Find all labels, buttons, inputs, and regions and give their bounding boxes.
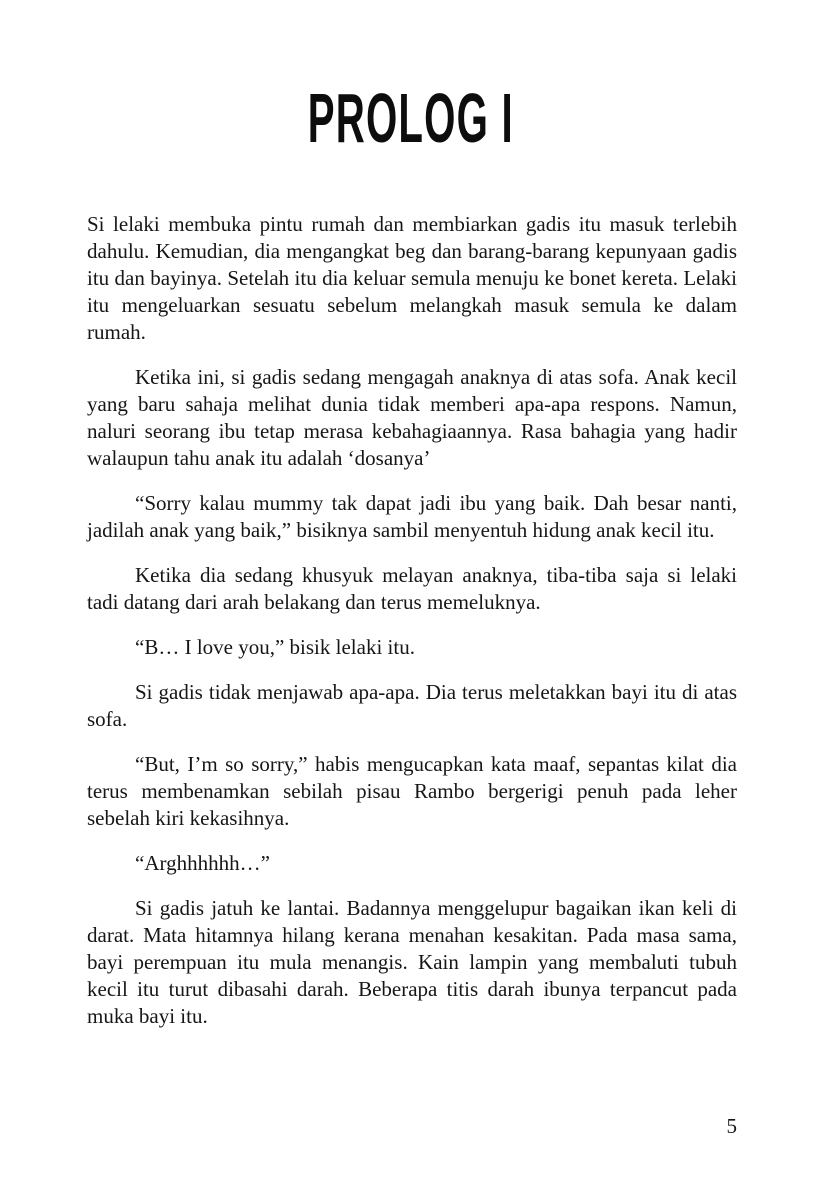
paragraph: Si gadis tidak menjawab apa-apa. Dia terus meletakkan bayi itu di atas sofa. [87, 680, 737, 731]
paragraph: “Arghhhhhh…” [135, 851, 270, 875]
paragraph: “B… I love you,” bisik lelaki itu. [135, 635, 415, 659]
chapter-title-text: PROLOG I [307, 79, 515, 158]
paragraph: Si lelaki membuka pintu rumah dan membiarkan gadis itu masuk terlebih dahulu. Kemudian, dia mengangkat beg dan barang-barang kepunyaan gadis itu dan bayinya. Setelah itu dia keluar semula menuju ke bonet kereta. Lelaki itu mengeluarkan sesuatu sebelum melangkah masuk semula ke dalam rumah. [87, 212, 737, 344]
chapter-title [0, 79, 822, 158]
body-text [87, 211, 737, 1048]
paragraph: “Sorry kalau mummy tak dapat jadi ibu yang baik. Dah besar nanti, jadilah anak yang baik,” bisiknya sambil menyentuh hidung anak kecil itu. [87, 491, 737, 542]
paragraph: Ketika ini, si gadis sedang mengagah anaknya di atas sofa. Anak kecil yang baru sahaja melihat dunia tidak memberi apa-apa respons. Namun, naluri seorang ibu tetap merasa kebahagiaannya. Rasa bahagia yang hadir walaupun tahu anak itu adalah ‘dosanya’ [87, 365, 737, 470]
paragraph: “But, I’m so sorry,” habis mengucapkan kata maaf, sepantas kilat dia terus membenamkan sebilah pisau Rambo bergerigi penuh pada leher sebelah kiri kekasihnya. [87, 752, 737, 830]
paragraph: Si gadis jatuh ke lantai. Badannya menggelupur bagaikan ikan keli di darat. Mata hitamnya hilang kerana menahan kesakitan. Pada masa sama, bayi perempuan itu mula menangis. Kain lampin yang membaluti tubuh kecil itu turut dibasahi darah. Beberapa titis darah ibunya terpancut pada muka bayi itu. [87, 896, 737, 1028]
page-number: 5 [726, 1114, 737, 1138]
paragraph: Ketika dia sedang khusyuk melayan anaknya, tiba-tiba saja si lelaki tadi datang dari arah belakang dan terus memeluknya. [87, 563, 737, 614]
